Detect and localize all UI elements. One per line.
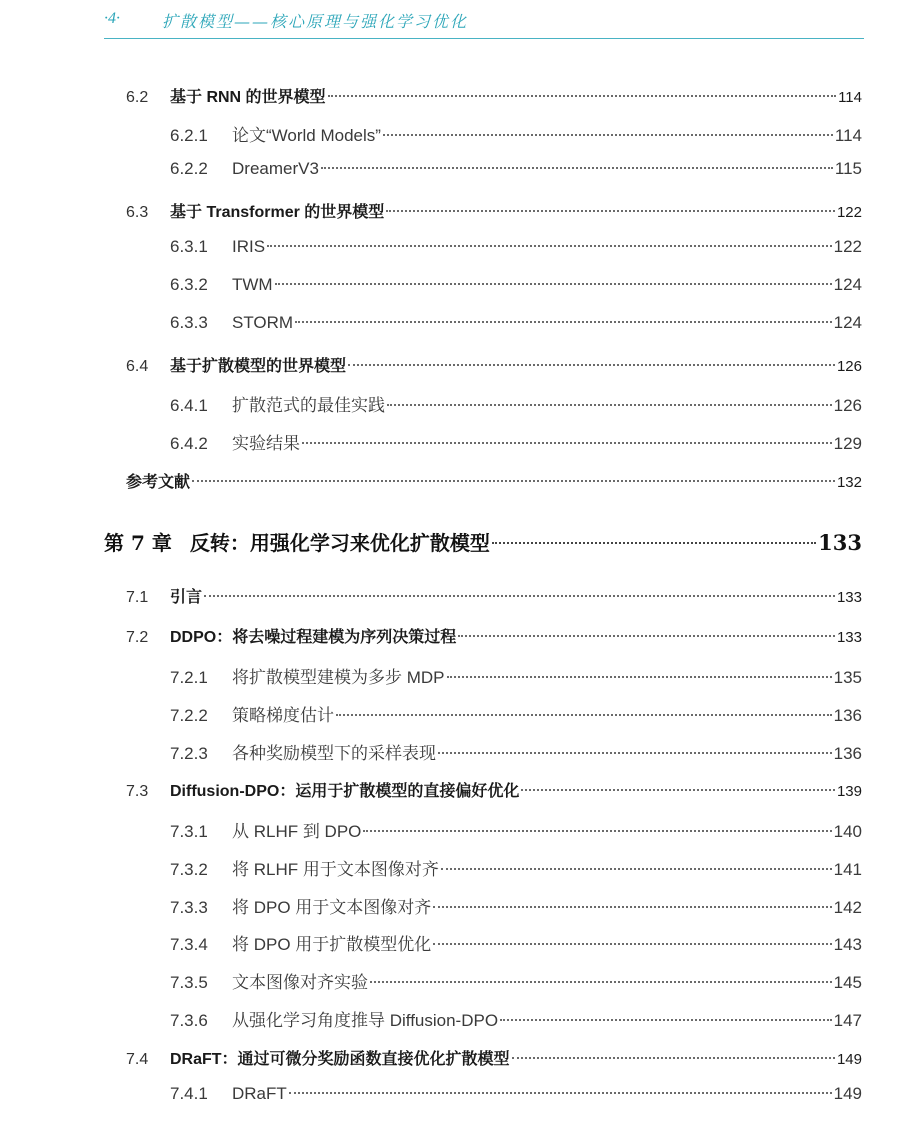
toc-number: 7.2.2 bbox=[170, 706, 208, 725]
toc-page-number: 133 bbox=[836, 629, 862, 646]
dot-leader bbox=[370, 981, 832, 983]
toc-page-number: 122 bbox=[836, 204, 862, 221]
toc-entry-subsection[interactable] bbox=[170, 275, 862, 299]
dot-leader bbox=[363, 830, 831, 832]
toc-entry-section[interactable] bbox=[126, 584, 862, 608]
toc-page-number: 126 bbox=[833, 396, 862, 415]
dot-leader bbox=[348, 364, 835, 366]
dot-leader bbox=[267, 245, 832, 247]
toc-title: 基于 RNN 的世界模型 bbox=[170, 89, 326, 106]
toc-number: 7.4 bbox=[126, 1051, 149, 1068]
toc-entry-subsection[interactable] bbox=[170, 391, 862, 415]
toc-page-number: 149 bbox=[833, 1084, 862, 1103]
toc-number: 7.3 bbox=[126, 783, 149, 800]
toc-title: 基于 Transformer 的世界模型 bbox=[170, 204, 385, 221]
toc-entry-subsection[interactable] bbox=[170, 855, 862, 879]
header-page-number: ·4· bbox=[104, 10, 120, 27]
dot-leader bbox=[289, 1092, 832, 1094]
running-header bbox=[104, 8, 864, 36]
toc-number: 6.2 bbox=[126, 89, 149, 106]
toc-entry-subsection[interactable] bbox=[170, 237, 862, 261]
dot-leader bbox=[458, 635, 835, 637]
toc-number: 6.3.2 bbox=[170, 275, 208, 294]
toc-page-number: 129 bbox=[833, 434, 862, 453]
toc-title: TWM bbox=[232, 275, 273, 294]
dot-leader bbox=[500, 1019, 832, 1021]
toc-number: 7.1 bbox=[126, 589, 149, 606]
dot-leader bbox=[383, 134, 833, 136]
dot-leader bbox=[336, 714, 832, 716]
toc-title: STORM bbox=[232, 313, 294, 332]
toc-number: 6.4 bbox=[126, 358, 149, 375]
toc-number: 6.2.2 bbox=[170, 159, 208, 178]
dot-leader bbox=[387, 404, 832, 406]
toc-number: 6.3.1 bbox=[170, 237, 208, 256]
toc-entry-subsection[interactable] bbox=[170, 817, 862, 841]
toc-entry-subsection[interactable] bbox=[170, 429, 862, 453]
toc-number: 7.4.1 bbox=[170, 1084, 208, 1103]
toc-title: 策略梯度估计 bbox=[232, 706, 334, 725]
dot-leader bbox=[441, 868, 832, 870]
toc-page-number: 124 bbox=[833, 313, 862, 332]
dot-leader bbox=[433, 943, 831, 945]
toc-page-number: 140 bbox=[833, 822, 862, 841]
header-rule bbox=[104, 38, 864, 39]
toc-title: 实验结果 bbox=[232, 434, 300, 453]
toc-entry-section[interactable] bbox=[126, 624, 862, 648]
toc-title: 基于扩散模型的世界模型 bbox=[170, 358, 347, 375]
dot-leader bbox=[492, 542, 816, 544]
toc-entry-section[interactable] bbox=[126, 778, 862, 802]
toc-page-number: 147 bbox=[833, 1011, 862, 1030]
toc-page-number: 135 bbox=[833, 668, 862, 687]
toc-title: 将扩散模型建模为多步 MDP bbox=[232, 668, 445, 687]
dot-leader bbox=[204, 595, 835, 597]
toc-entry-subsection[interactable] bbox=[170, 701, 862, 725]
dot-leader bbox=[521, 789, 835, 791]
dot-leader bbox=[386, 210, 835, 212]
toc-page-number: 122 bbox=[833, 237, 862, 256]
toc-number: 7.3.5 bbox=[170, 973, 208, 992]
toc-number: 6.4.2 bbox=[170, 434, 208, 453]
toc-page-number: 143 bbox=[833, 935, 862, 954]
toc-number: 7.2.1 bbox=[170, 668, 208, 687]
dot-leader bbox=[438, 752, 832, 754]
toc-number: 7.3.1 bbox=[170, 822, 208, 841]
toc-entry-subsection[interactable] bbox=[170, 1084, 862, 1108]
toc-number: 6.3.3 bbox=[170, 313, 208, 332]
toc-entry-subsection[interactable] bbox=[170, 739, 862, 763]
toc-entry-references[interactable] bbox=[126, 469, 862, 493]
toc-title: Diffusion-DPO：运用于扩散模型的直接偏好优化 bbox=[170, 783, 520, 800]
toc-title: IRIS bbox=[232, 237, 266, 256]
toc-title: 引言 bbox=[170, 589, 203, 606]
toc-title: 从强化学习角度推导 Diffusion-DPO bbox=[232, 1011, 499, 1030]
chapter-number: 第 7 章 bbox=[104, 531, 172, 555]
toc-title: DDPO：将去噪过程建模为序列决策过程 bbox=[170, 629, 457, 646]
chapter-title: 反转：用强化学习来优化扩散模型 bbox=[189, 531, 490, 555]
toc-title: 将 RLHF 用于文本图像对齐 bbox=[232, 860, 439, 879]
toc-number: 7.3.2 bbox=[170, 860, 208, 879]
toc-title: 从 RLHF 到 DPO bbox=[232, 822, 362, 841]
toc-number: 7.2 bbox=[126, 629, 149, 646]
toc-page-number: 139 bbox=[836, 783, 862, 800]
toc-entry-subsection[interactable] bbox=[170, 930, 862, 954]
toc-page-number: 149 bbox=[836, 1051, 862, 1068]
toc-entry-subsection[interactable] bbox=[170, 1006, 862, 1030]
toc-page-number: 136 bbox=[833, 744, 862, 763]
toc-number: 7.3.3 bbox=[170, 898, 208, 917]
toc-entry-subsection[interactable] bbox=[170, 968, 862, 992]
toc-page-number: 132 bbox=[836, 474, 862, 491]
toc-number: 7.3.4 bbox=[170, 935, 208, 954]
toc-page-number: 136 bbox=[833, 706, 862, 725]
toc-entry-subsection[interactable] bbox=[170, 159, 862, 183]
toc-page-number: 115 bbox=[834, 159, 862, 178]
toc-title: 文本图像对齐实验 bbox=[232, 973, 368, 992]
dot-leader bbox=[447, 676, 832, 678]
toc-entry-subsection[interactable] bbox=[170, 121, 862, 145]
toc-entry-subsection[interactable] bbox=[170, 313, 862, 337]
toc-number: 6.3 bbox=[126, 204, 149, 221]
toc-entry-section[interactable] bbox=[126, 199, 862, 223]
toc-page-number: 124 bbox=[833, 275, 862, 294]
toc-entry-chapter[interactable] bbox=[104, 527, 862, 557]
toc-entry-section[interactable] bbox=[126, 1046, 862, 1070]
dot-leader bbox=[275, 283, 832, 285]
dot-leader bbox=[295, 321, 832, 323]
toc-page-number: 114 bbox=[834, 126, 862, 145]
toc-page-number: 142 bbox=[833, 898, 862, 917]
toc-entry-subsection[interactable] bbox=[170, 663, 862, 687]
header-book-title: 扩散模型——核心原理与强化学习优化 bbox=[162, 12, 469, 31]
dot-leader bbox=[328, 95, 837, 97]
toc-page-number: 145 bbox=[833, 973, 862, 992]
toc-title: 各种奖励模型下的采样表现 bbox=[232, 744, 436, 763]
toc-number: 7.2.3 bbox=[170, 744, 208, 763]
dot-leader bbox=[433, 906, 831, 908]
toc-page-number: 141 bbox=[833, 860, 862, 879]
dot-leader bbox=[192, 480, 835, 482]
toc-entry-section[interactable] bbox=[126, 84, 862, 108]
toc-number: 7.3.6 bbox=[170, 1011, 208, 1030]
toc-page-number: 133 bbox=[836, 589, 862, 606]
chapter-page-number: 133 bbox=[818, 530, 862, 555]
toc-number: 6.4.1 bbox=[170, 396, 208, 415]
dot-leader bbox=[302, 442, 832, 444]
dot-leader bbox=[512, 1057, 835, 1059]
toc-title: 将 DPO 用于扩散模型优化 bbox=[232, 935, 432, 954]
toc-title: DRaFT bbox=[232, 1084, 287, 1103]
toc-number: 6.2.1 bbox=[170, 126, 208, 145]
toc-page-number: 126 bbox=[836, 358, 862, 375]
toc-entry-subsection[interactable] bbox=[170, 893, 862, 917]
toc-title: DRaFT：通过可微分奖励函数直接优化扩散模型 bbox=[170, 1051, 510, 1068]
toc-entry-section[interactable] bbox=[126, 353, 862, 377]
toc-title: 将 DPO 用于文本图像对齐 bbox=[232, 898, 432, 917]
toc-title: 参考文献 bbox=[126, 474, 191, 491]
toc-page-number: 114 bbox=[838, 89, 862, 106]
dot-leader bbox=[321, 167, 833, 169]
toc-title: 论文“World Models” bbox=[232, 126, 381, 145]
toc-title: DreamerV3 bbox=[232, 159, 319, 178]
toc-title: 扩散范式的最佳实践 bbox=[232, 396, 385, 415]
